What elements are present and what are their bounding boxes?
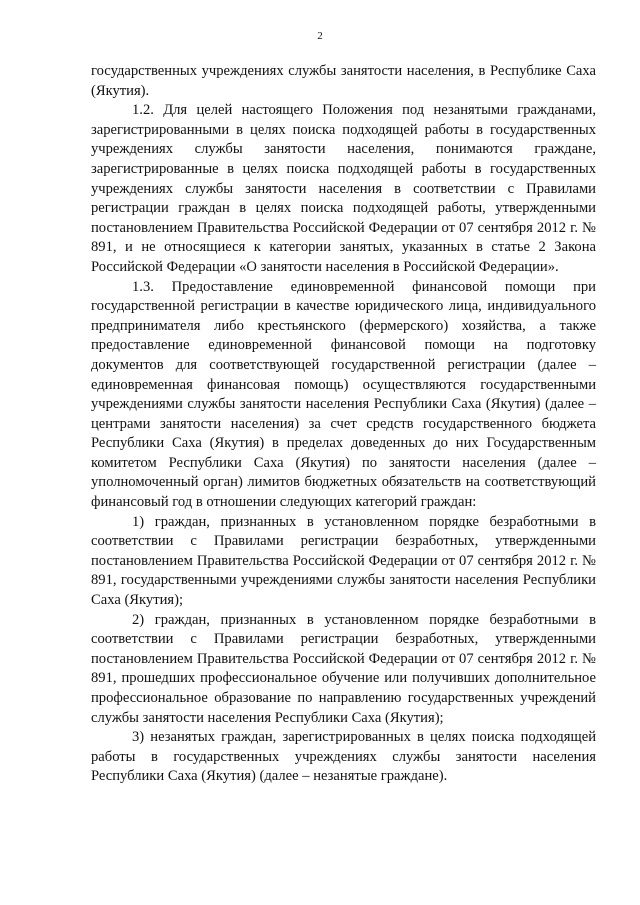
document-body xyxy=(91,62,596,787)
paragraph-1-2: 1.2. Для целей настоящего Положения под незанятыми гражданами, зарегистрированными в целях поиска подходящей работы в государственных учреждениях службы занятости населения, понимаются граждане, зарегистрированные в целях поиска подходящей работы в государственных учреждениях службы занятости населения в соответствии с Правилами регистрации граждан в целях поиска подходящей работы, утвержденными постановлением Правительства Российской Федерации от 07 сентября 2012 г. № 891, и не относящиеся к категории занятых, указанных в статье 2 Закона Российской Федерации «О занятости населения в Российской Федерации». xyxy=(91,102,596,275)
page-number: 2 xyxy=(317,30,323,42)
paragraph-continuation: государственных учреждениях службы занятости населения, в Республике Саха (Якутия). xyxy=(91,63,596,99)
list-item-2: 2) граждан, признанных в установленном порядке безработными в соответствии с Правилами регистрации безработных, утвержденными постановлением Правительства Российской Федерации от 07 сентября 2012 г. № 891, прошедших профессиональное обучение или получивших дополнительное профессиональное образование по направлению государственных учреждений службы занятости населения Республики Саха (Якутия); xyxy=(91,611,596,726)
paragraph-1-3: 1.3. Предоставление единовременной финансовой помощи при государственной регистрации в качестве юридического лица, индивидуального предпринимателя либо крестьянского (фермерского) хозяйства, а также предоставление единовременной финансовой помощи на подготовку документов для соответствующей государственной регистрации (далее – единовременная финансовая помощь) осуществляются государственными учреждениями службы занятости населения Республики Саха (Якутия) (далее – центрами занятости населения) за счет средств государственного бюджета Республики Саха (Якутия) в пределах доведенных до них Государственным комитетом Республики Саха (Якутия) по занятости населения (далее – уполномоченный орган) лимитов бюджетных обязательств на соответствующий финансовый год в отношении следующих категорий граждан: xyxy=(91,278,596,511)
list-item-1: 1) граждан, признанных в установленном порядке безработными в соответствии с Правилами регистрации безработных, утвержденными постановлением Правительства Российской Федерации от 07 сентября 2012 г. № 891, государственными учреждениями службы занятости населения Республики Саха (Якутия); xyxy=(91,513,596,609)
list-item-3: 3) незанятых граждан, зарегистрированных в целях поиска подходящей работы в государственных учреждениях службы занятости населения Республики Саха (Якутия) (далее – незанятые граждане). xyxy=(91,729,596,785)
